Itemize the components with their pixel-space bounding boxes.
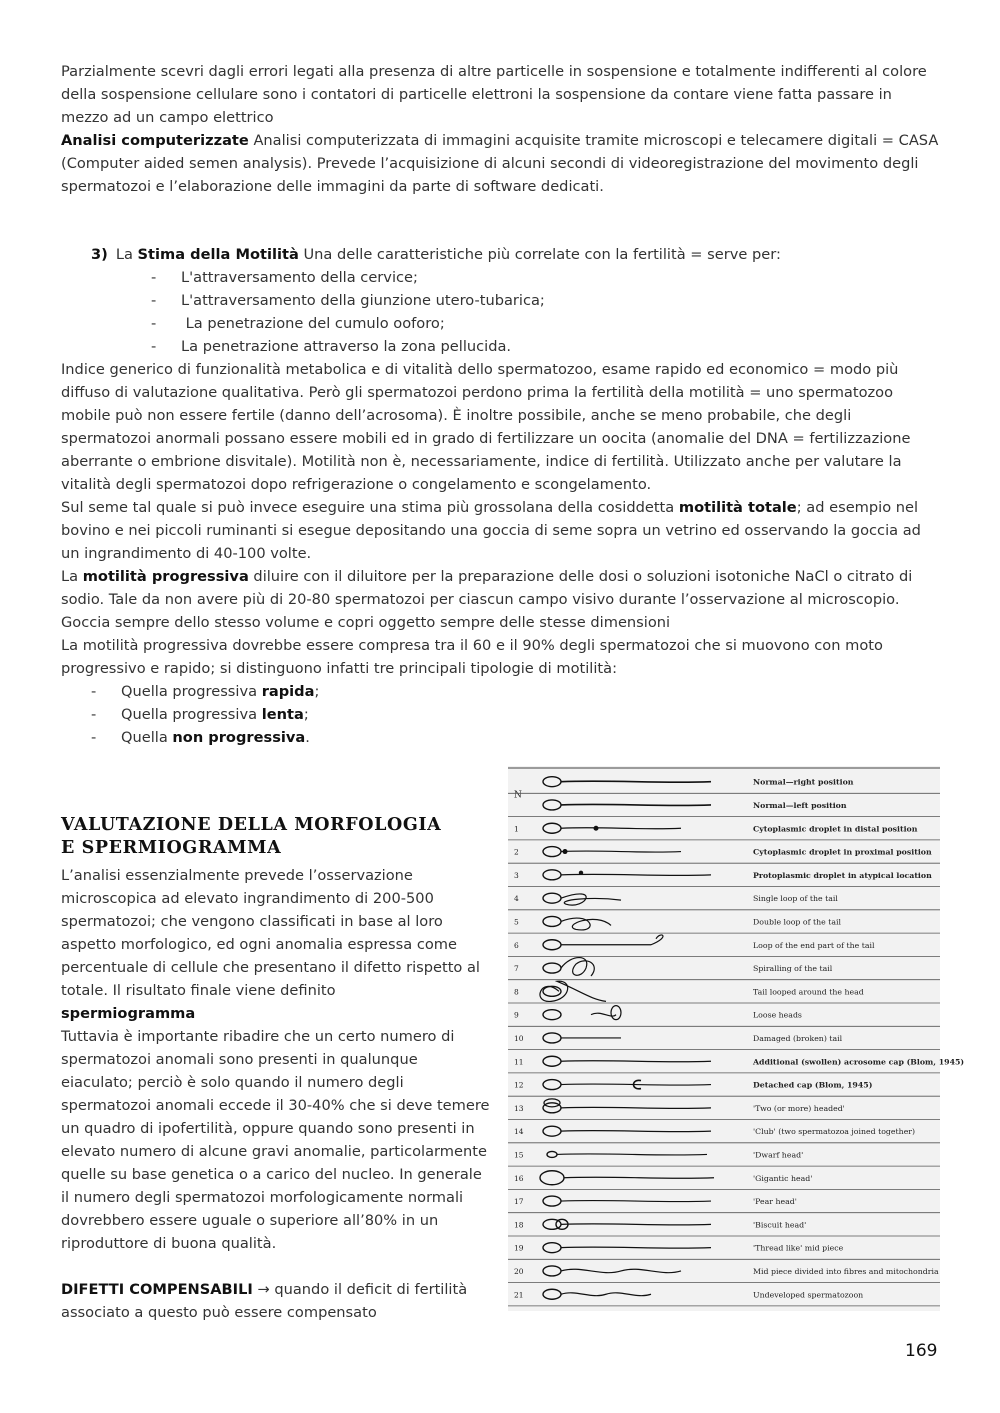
figure-row-number: 15 bbox=[514, 1150, 524, 1160]
list-item bbox=[61, 703, 941, 726]
item-number: 3) bbox=[91, 246, 108, 263]
motility-paragraph-1: Indice generico di funzionalità metabolica e di vitalità dello spermatozoo, esame rapido ed economico = modo più diffuso di valutazione qualitativa. Però gli spermatozoi perdono prima la fertilità della motilità = uno spermatozoo mobile può non essere fertile (danno dell’acrosoma). È inoltre possibile, anche se meno probabile, che degli spermatozoi anormali possano essere mobili ed in grado di fertilizzare un oocita (anomalie del DNA = fertilizzazione aberrante o embrione disvitale). Motilità non è, necessariamente, indice di fertilità. Utilizzato anche per valutare la vitalità degli spermatozoi dopo refrigerazione o congelamento e scongelamento. bbox=[61, 361, 911, 493]
figure-row-number: 7 bbox=[514, 964, 519, 974]
list-item-term: non progressiva bbox=[172, 729, 306, 746]
dash-bullet: - bbox=[91, 683, 97, 700]
motility-paragraph-4: La motilità progressiva dovrebbe essere compresa tra il 60 e il 90% degli spermatozoi che si muovono con moto progressivo e rapido; si distinguono infatti tre principali tipologie di motilità: bbox=[61, 637, 883, 677]
figure-row-number: 1 bbox=[514, 824, 519, 834]
paragraph-text: → quando il deficit di fertilità associato a questo può essere compensato bbox=[61, 1281, 468, 1321]
cytoplasmic-droplet bbox=[579, 871, 583, 875]
figure-row-label: 'Pear head' bbox=[753, 1197, 797, 1207]
list-item-punct: ; bbox=[303, 706, 309, 723]
figure-row-number: 11 bbox=[514, 1057, 524, 1067]
compensable-defects-paragraph bbox=[61, 1278, 491, 1324]
computer-analysis-term: Analisi computerizzate bbox=[61, 132, 249, 149]
dash-bullet: - bbox=[151, 315, 157, 332]
dash-bullet: - bbox=[91, 706, 97, 723]
motility-paragraph-2 bbox=[61, 496, 941, 565]
figure-row-label: 'Club' (two spermatozoa joined together) bbox=[753, 1127, 916, 1137]
figure-row-label: Detached cap (Blom, 1945) bbox=[753, 1080, 873, 1090]
figure-row-number: 2 bbox=[514, 847, 519, 857]
computer-analysis-text: Analisi computerizzata di immagini acquisite tramite microscopi e telecamere digitali = CASA (Computer aided semen analysis). Prevede l’acquisizione di alcuni secondi di videoregistrazione del movimento degli spermatozoi e l’elaborazione delle immagini da parte di software dedicati. bbox=[61, 132, 939, 195]
motility-types-list bbox=[61, 680, 941, 749]
paragraph-text: Sul seme tal quale si può invece eseguire una stima più grossolana della cosiddetta bbox=[61, 499, 679, 516]
figure-row-label: Additional (swollen) acrosome cap (Blom, 1945) bbox=[753, 1057, 965, 1067]
list-item-text: La penetrazione attraverso la zona pellucida. bbox=[181, 338, 512, 355]
dash-bullet: - bbox=[91, 729, 97, 746]
figure-row-label: Normal—right position bbox=[753, 777, 854, 787]
motility-heading bbox=[91, 243, 941, 266]
morphology-section bbox=[61, 814, 491, 1324]
figure-row-label: Cytoplasmic droplet in distal position bbox=[753, 824, 918, 834]
figure-n-label: N bbox=[514, 790, 522, 801]
cytoplasmic-droplet bbox=[594, 826, 599, 831]
section-title-line-1: VALUTAZIONE DELLA MORFOLOGIA bbox=[61, 815, 442, 835]
dash-bullet: - bbox=[151, 338, 157, 355]
sperm-morphology-figure bbox=[508, 766, 965, 1311]
figure-row-number: 16 bbox=[514, 1173, 524, 1183]
list-item bbox=[61, 312, 941, 335]
figure-row-number: 10 bbox=[514, 1033, 524, 1043]
figure-row-label: Spiralling of the tail bbox=[753, 964, 833, 974]
morphology-paragraph-1 bbox=[61, 864, 491, 1025]
list-item-text: L'attraversamento della cervice; bbox=[181, 269, 418, 286]
cytoplasmic-droplet bbox=[563, 849, 568, 854]
figure-row-number: 5 bbox=[514, 917, 519, 927]
intro-section bbox=[61, 60, 941, 198]
paragraph-text: La bbox=[61, 568, 83, 585]
paragraph-text: L’analisi essenzialmente prevede l’osservazione microscopica ad elevato ingrandimento di 200-500 spermatozoi; che vengono classificati in base al loro aspetto morfologico, ed ogni anomalia espressa come percentuale di cellule che presentano il difetto rispetto al totale. Il risultato finale viene definito bbox=[61, 867, 480, 999]
paragraph-text: ; ad esempio nel bovino e nei piccoli ruminanti si esegue depositando una goccia di seme sopra un vetrino ed osservando la goccia ad un ingrandimento di 40-100 volte. bbox=[61, 499, 921, 562]
section-title-line-2: E SPERMIOGRAMMA bbox=[61, 838, 282, 858]
spermiogram-term: spermiogramma bbox=[61, 1005, 196, 1022]
figure-row-label: Loose heads bbox=[753, 1010, 802, 1020]
figure-row-label: 'Thread like' mid piece bbox=[753, 1243, 844, 1253]
list-item-term: lenta bbox=[261, 706, 304, 723]
page-number: 169 bbox=[905, 1341, 938, 1361]
total-motility-term: motilità totale bbox=[678, 499, 797, 516]
figure-row-label: Double loop of the tail bbox=[753, 917, 841, 927]
figure-row-label: 'Gigantic head' bbox=[753, 1173, 813, 1183]
list-item-text: La penetrazione del cumulo ooforo; bbox=[181, 315, 445, 332]
dash-bullet: - bbox=[151, 269, 157, 286]
compensable-defects-term: DIFETTI COMPENSABILI bbox=[61, 1281, 253, 1298]
figure-row-number: 4 bbox=[514, 894, 519, 904]
figure-row-number: 17 bbox=[514, 1197, 524, 1207]
morphology-paragraph-2: Tuttavia è importante ribadire che un certo numero di spermatozoi anomali sono presenti in qualunque eiaculato; perciò è solo quando il numero degli spermatozoi anomali eccede il 30-40% che si deve temere un quadro di ipofertilità, oppure quando sono presenti in elevato numero di alcune gravi anomalie, particolarmente quelle su base genetica o a carico del nucleo. In generale il numero degli spermatozoi morfologicamente normali dovrebbero essere uguale o superiore all’80% in un riproduttore di buona qualità. bbox=[61, 1028, 490, 1252]
figure-row-label: 'Two (or more) headed' bbox=[753, 1103, 845, 1113]
figure-row-number: 9 bbox=[514, 1010, 519, 1020]
figure-row-label: Mid piece divided into fibres and mitochondria bbox=[753, 1266, 939, 1276]
figure-row-number: 14 bbox=[514, 1127, 524, 1137]
list-item bbox=[61, 680, 941, 703]
list-item-term: rapida bbox=[261, 683, 315, 700]
figure-row-label: Tail looped around the head bbox=[753, 987, 864, 997]
paragraph-text: diluire con il diluitore per la preparazione delle dosi o soluzioni isotoniche NaCl o citrato di sodio. Tale da non avere più di 20-80 spermatozoi per ciascun campo visivo durante l’osservazione al microscopio. Goccia sempre dello stesso volume e copri oggetto sempre delle stesse dimensioni bbox=[61, 568, 913, 631]
list-item-text: Quella bbox=[121, 729, 173, 746]
motility-uses-list bbox=[61, 266, 941, 358]
figure-row-number: 13 bbox=[514, 1103, 524, 1113]
list-item bbox=[61, 726, 941, 749]
computer-analysis-paragraph bbox=[61, 129, 941, 198]
particle-counter-paragraph: Parzialmente scevri dagli errori legati alla presenza di altre particelle in sospensione e totalmente indifferenti al colore della sospensione cellulare sono i contatori di particelle elettroni la sospensione da contare viene fatta passare in mezzo ad un campo elettrico bbox=[61, 63, 927, 126]
list-item-text: Quella progressiva bbox=[121, 706, 262, 723]
list-item bbox=[61, 335, 941, 358]
motility-intro-text: Una delle caratteristiche più correlate con la fertilità = serve per: bbox=[298, 246, 781, 263]
figure-row-label: Protoplasmic droplet in atypical location bbox=[753, 870, 932, 880]
figure-row-label: Normal—left position bbox=[753, 800, 847, 810]
figure-row-label: Loop of the end part of the tail bbox=[753, 940, 875, 950]
progressive-motility-term: motilità progressiva bbox=[82, 568, 249, 585]
figure-row-number: 3 bbox=[514, 870, 519, 880]
motility-paragraph-3 bbox=[61, 565, 941, 634]
figure-row-number: 6 bbox=[514, 940, 519, 950]
figure-row-number: 8 bbox=[514, 987, 519, 997]
motility-section bbox=[61, 243, 941, 749]
figure-row-label: Undeveloped spermatozoon bbox=[753, 1290, 864, 1300]
figure-row-number: 12 bbox=[514, 1080, 524, 1090]
figure-row-number: 18 bbox=[514, 1220, 524, 1230]
figure-row-number: 21 bbox=[514, 1290, 524, 1300]
figure-row-label: Damaged (broken) tail bbox=[753, 1033, 843, 1043]
figure-row-label: 'Dwarf head' bbox=[753, 1150, 804, 1160]
list-item bbox=[61, 266, 941, 289]
figure-row-label: Single loop of the tail bbox=[753, 894, 838, 904]
dash-bullet: - bbox=[151, 292, 157, 309]
figure-row-label: 'Biscuit head' bbox=[753, 1220, 807, 1230]
figure-row-number: 19 bbox=[514, 1243, 524, 1253]
list-item-punct: ; bbox=[314, 683, 320, 700]
list-item-punct: . bbox=[305, 729, 310, 746]
list-item-text: Quella progressiva bbox=[121, 683, 262, 700]
section-title bbox=[61, 814, 491, 860]
figure-row-number: 20 bbox=[514, 1266, 524, 1276]
motility-intro-prefix: La bbox=[115, 246, 138, 263]
list-item-text: L'attraversamento della giunzione utero-tubarica; bbox=[181, 292, 545, 309]
list-item bbox=[61, 289, 941, 312]
figure-row-label: Cytoplasmic droplet in proximal position bbox=[753, 847, 932, 857]
motility-term: Stima della Motilità bbox=[137, 246, 299, 263]
